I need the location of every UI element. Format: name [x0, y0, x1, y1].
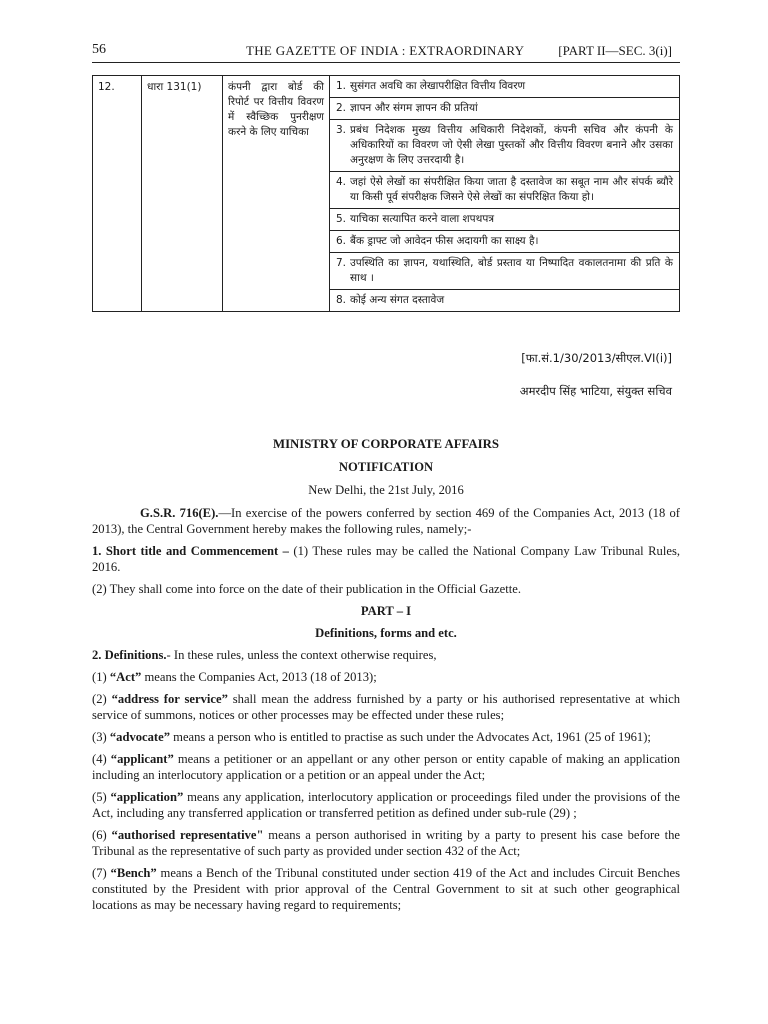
rule-1-label: 1. Short title and Commencement –: [92, 544, 289, 558]
definitions-intro: [92, 647, 680, 663]
rule-1: [92, 543, 680, 575]
definition-item: (1) “Act” means the Companies Act, 2013 (18 of 2013);: [92, 670, 377, 684]
ministry-heading: MINISTRY OF CORPORATE AFFAIRS: [273, 437, 499, 451]
signatory: अमरदीप सिंह भाटिया, संयुक्त सचिव: [519, 384, 672, 398]
definition-item: (5) “application” means any application, interlocutory application or proceedings filed under the provisions of the Act, including any transferred application or transferred petition as defined under sub-rule (29) ;: [92, 790, 681, 820]
rules-table: [92, 75, 680, 312]
rule-1-text: (1) These rules may be called the National Company Law Tribunal Rules, 2016.: [92, 544, 680, 574]
notification-heading: NOTIFICATION: [338, 460, 434, 474]
gsr-text: —In exercise of the powers conferred by section 469 of the Companies Act, 2013 (18 of 2013), the Central Government hereby makes the following rules, namely;-: [92, 506, 680, 536]
definitions-text: - In these rules, unless the context otherwise requires,: [166, 648, 437, 662]
definitions-label: 2. Definitions.: [92, 648, 167, 662]
part-subtitle: Definitions, forms and etc.: [315, 626, 457, 640]
petition-description: कंपनी द्वारा बोर्ड की रिपोर्ट पर वित्तीय विवरण में स्वैच्छिक पुनरीक्षण करने के लिए याचिका: [223, 76, 330, 312]
gazette-part: [PART II—SEC. 3(i)]: [558, 43, 672, 58]
gazette-title: THE GAZETTE OF INDIA : EXTRAORDINARY: [246, 43, 525, 58]
part-title: PART – I: [360, 604, 412, 618]
definition-item: (3) “advocate” means a person who is entitled to practise as such under the Advocates Act, 1961 (25 of 1961);: [92, 730, 651, 744]
list-item: 2. ज्ञापन और संगम ज्ञापन की प्रतियां: [330, 98, 679, 120]
section-reference: धारा 131(1): [142, 76, 223, 312]
header-rule: [92, 62, 680, 63]
file-reference: [फा.सं.1/30/2013/सीएल.VI(i)]: [521, 351, 672, 365]
definition-item: (2) “address for service” shall mean the address furnished by a party or his authorised representative at which service of summons, notices or other processes may be effected under these rules;: [92, 692, 681, 722]
gsr-paragraph: [92, 505, 680, 537]
page-header: [92, 42, 672, 60]
list-item: 1. सुसंगत अवधि का लेखापरीक्षित वित्तीय विवरण: [330, 76, 679, 98]
list-item: 7. उपस्थिति का ज्ञापन, यथास्थिति, बोर्ड प्रस्ताव या निष्पादित वकालतनामा की प्रति के साथ ।: [330, 253, 679, 290]
list-item: 8. कोई अन्य संगत दस्तावेज: [336, 294, 445, 306]
definition-item: (6) “authorised representative" means a person authorised in writing by a party to present his case before the Tribunal as the representative of such party as provided under section 432 of the Act;: [92, 828, 680, 858]
list-item: 4. जहां ऐसे लेखों का संपरीक्षित किया जाता है दस्तावेज का सबूत नाम और संपर्क ब्यौरे या किसी पूर्व संपरीक्षक जिसने ऐसे लेखों का संपरिक्षित किया हो।: [330, 172, 679, 209]
definition-item: (7) “Bench” means a Bench of the Tribunal constituted under section 419 of the Act and includes Circuit Benches constituted by the President with prior approval of the Central Government to sit at such other geographical locations as may be necessary having regard to requirements;: [92, 866, 680, 912]
rule-1-2: (2) They shall come into force on the date of their publication in the Official Gazette.: [92, 582, 521, 596]
place-date: New Delhi, the 21st July, 2016: [308, 483, 464, 497]
gsr-label: G.S.R. 716(E).: [140, 506, 219, 520]
page-number: 56: [92, 42, 106, 57]
list-item: 3. प्रबंध निदेशक मुख्य वित्तीय अधिकारी निदेशकों, कंपनी सचिव और कंपनी के अधिकारियों का विवरण जो ऐसी लेखा पुस्तकों और वित्तीय विवरण बनाने और उसका अनुरक्षण के लिए उत्तरदायी है।: [330, 120, 679, 172]
document-list: [330, 76, 680, 312]
list-item: 5. याचिका सत्यापित करने वाला शपथपत्र: [330, 209, 679, 231]
table-row: [93, 76, 680, 312]
definition-item: (4) “applicant” means a petitioner or an appellant or any other person or entity capable of making an application including an interlocutory application or a petition or an appeal under the Act;: [92, 752, 680, 782]
notification-body: [92, 436, 680, 919]
list-item: 6. बैंक ड्राफ्ट जो आवेदन फीस अदायगी का साक्ष्य है।: [330, 231, 679, 253]
serial-number: 12.: [93, 76, 142, 312]
